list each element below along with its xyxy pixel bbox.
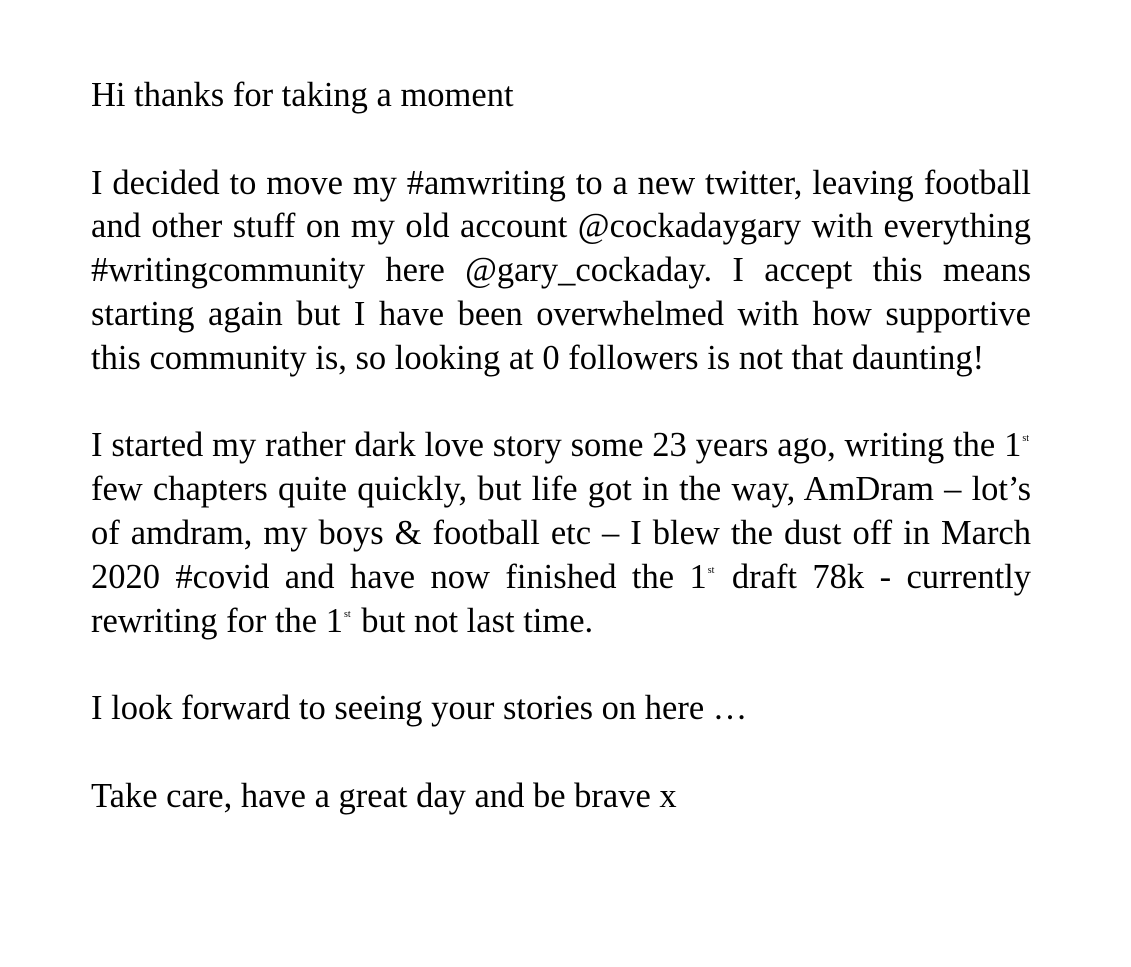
story-text-part-1: I started my rather dark love story some 23 years ago, writing the 1 [91, 426, 1022, 465]
ordinal-suffix-3: st [343, 608, 351, 620]
greeting-line: Hi thanks for taking a moment [91, 76, 514, 114]
ordinal-suffix-2: st [707, 564, 715, 576]
story-text-part-3: draft 78k - currently rewriting for the 1 [91, 557, 1031, 640]
closing-line: Take care, have a great day and be brave x [91, 776, 677, 815]
story-text-part-2: few chapters quite quickly, but life got in the way, AmDram – lot’s of amdram, my boys & football etc – I blew the dust off in March 2020 #covid and have now finished the 1 [91, 470, 1031, 596]
story-text-part-4: but not last time. [352, 601, 594, 640]
paragraph-account-move: I decided to move my #amwriting to a new twitter, leaving football and other stuff on my old account @cockadaygary with everything #writingcommunity here @gary_cockaday. I accept this means starting again but I have been overwhelmed with how supportive this community is, so looking at 0 followers is not that daunting! [91, 163, 1031, 377]
document-body [91, 74, 1031, 862]
paragraph-look-forward: I look forward to seeing your stories on here … [91, 689, 748, 728]
ordinal-suffix-1: st [1022, 433, 1029, 445]
paragraph-story-history [91, 424, 1031, 643]
